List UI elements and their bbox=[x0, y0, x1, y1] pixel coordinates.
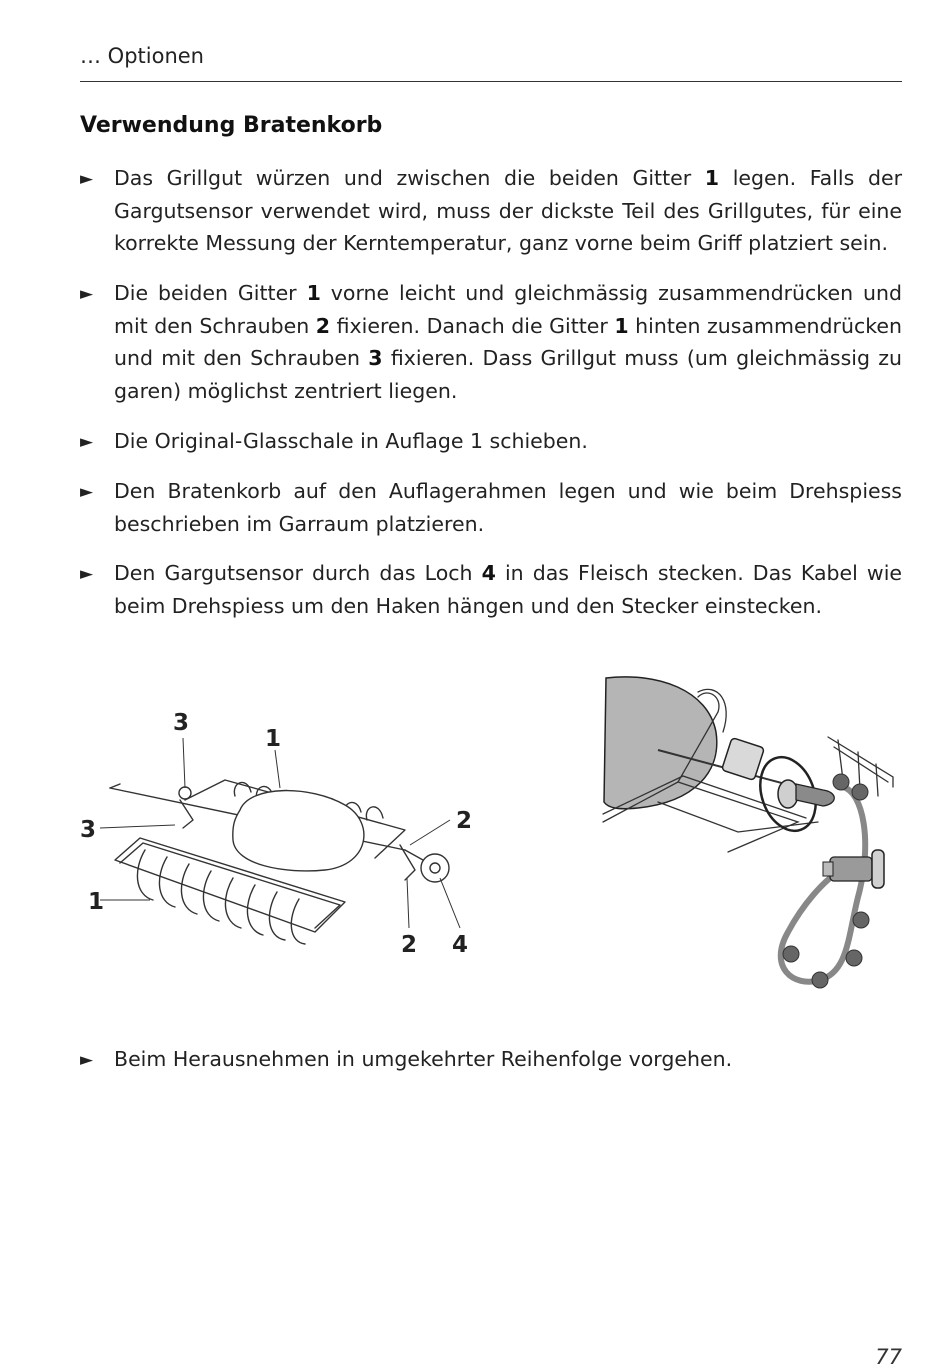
handle-wheel bbox=[421, 854, 449, 882]
step-4 bbox=[80, 475, 902, 540]
step-text: Das Grillgut würzen und zwischen die beiden Gitter 1 legen. Falls der Gargutsensor verwendet wird, muss der dickste Teil des Grillgutes, für eine korrekte Messung der Kerntemperatur, ganz vorne beim Griff platziert sein. bbox=[114, 166, 902, 255]
callout-2-right: 2 bbox=[456, 808, 473, 834]
callout-2-bottom: 2 bbox=[401, 932, 418, 958]
callout-3-top: 3 bbox=[173, 710, 190, 736]
callout-3-left: 3 bbox=[80, 817, 97, 843]
bullet-arrow-icon: ► bbox=[80, 432, 94, 452]
step-1 bbox=[80, 162, 902, 260]
callout-1-left: 1 bbox=[88, 889, 105, 915]
callout-4-bottom: 4 bbox=[452, 932, 469, 958]
step-3 bbox=[80, 425, 902, 458]
sensor-probe-grip bbox=[796, 784, 834, 806]
step-5 bbox=[80, 557, 902, 622]
step-text: Die beiden Gitter 1 vorne leicht und gleichmässig zusammendrücken und mit den Schrauben 2 fixieren. Danach die Gitter 1 hinten zusammendrücken und mit den Schrauben 3 fixieren. Dass Grillgut muss (um gleichmässig zu garen) möglichst zentriert liegen. bbox=[114, 281, 902, 403]
header-rule bbox=[80, 81, 902, 82]
step-text: Die Original-Glasschale in Auflage 1 schieben. bbox=[114, 429, 588, 453]
page-number: 77 bbox=[875, 1345, 902, 1369]
bullet-arrow-icon: ► bbox=[80, 482, 94, 502]
bullet-arrow-icon: ► bbox=[80, 284, 94, 304]
bullet-arrow-icon: ► bbox=[80, 564, 94, 584]
sensor-plug bbox=[830, 857, 872, 881]
core-sensor-illustration bbox=[598, 672, 903, 997]
bullet-arrow-icon: ► bbox=[80, 1050, 94, 1070]
screw-block bbox=[722, 738, 765, 781]
callout-1-top: 1 bbox=[265, 726, 282, 752]
step-text: Den Bratenkorb auf den Auflagerahmen legen und wie beim Drehspiess beschrieben im Garraum platzieren. bbox=[114, 479, 902, 536]
step-final bbox=[80, 1043, 902, 1076]
section-heading: Verwendung Bratenkorb bbox=[80, 113, 383, 138]
meat-shape bbox=[233, 791, 364, 871]
step-2 bbox=[80, 277, 902, 407]
roasting-basket-illustration bbox=[75, 700, 495, 970]
step-text: Beim Herausnehmen in umgekehrter Reihenfolge vorgehen. bbox=[114, 1047, 733, 1071]
step-text: Den Gargutsensor durch das Loch 4 in das Fleisch stecken. Das Kabel wie beim Drehspiess um den Haken hängen und den Stecker einstecken. bbox=[114, 561, 903, 618]
running-header: … Optionen bbox=[80, 44, 204, 68]
bullet-arrow-icon: ► bbox=[80, 169, 94, 189]
